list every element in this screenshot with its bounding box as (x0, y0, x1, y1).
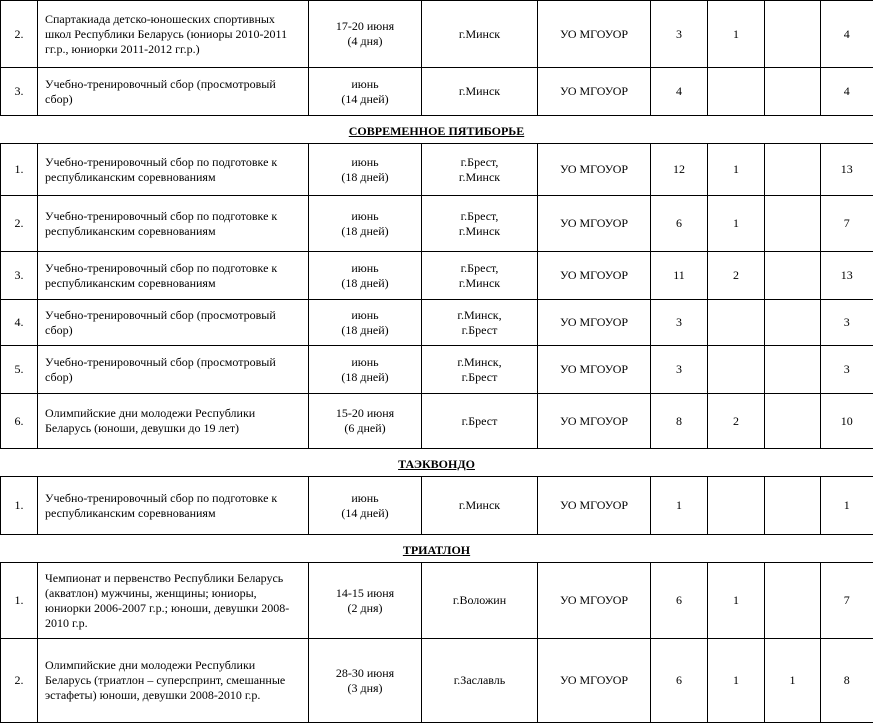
duration: (18 дней) (341, 369, 389, 384)
row-number: 2. (1, 196, 38, 252)
event-dates (309, 144, 422, 196)
event-name: Спартакиада детско-юношеских спортивных школ Республики Беларусь (юниоры 2010-2011 гг.р., юниорки 2011-2012 гг.р.) (38, 1, 309, 68)
organizer: УО МГОУОР (538, 252, 651, 300)
table-row (1, 563, 873, 639)
date-range: 14-15 июня (335, 585, 395, 600)
event-dates (309, 300, 422, 346)
count-other (765, 68, 821, 116)
row-number: 2. (1, 1, 38, 68)
duration: (18 дней) (341, 169, 389, 184)
duration: (18 дней) (341, 322, 389, 337)
count-coaches: 1 (708, 196, 765, 252)
date-range: июнь (351, 307, 379, 322)
event-dates (309, 477, 422, 535)
count-athletes: 6 (651, 563, 708, 639)
date-range: июнь (351, 208, 379, 223)
section-title: ТАЭКВОНДО (1, 449, 873, 477)
count-coaches: 2 (708, 394, 765, 449)
event-place: г.Минск, г.Брест (422, 346, 538, 394)
table-row (1, 1, 873, 68)
duration: (6 дней) (344, 421, 386, 435)
row-number: 4. (1, 300, 38, 346)
table-row (1, 252, 873, 300)
row-number: 3. (1, 68, 38, 116)
event-dates (309, 252, 422, 300)
count-total: 13 (821, 144, 873, 196)
organizer: УО МГОУОР (538, 394, 651, 449)
event-name: Чемпионат и первенство Республики Беларусь (акватлон) мужчины, женщины; юниоры, юниорки 2006-2007 г.р.; юноши, девушки 2008-2010 г.р. (38, 563, 309, 639)
count-other (765, 252, 821, 300)
date-range: июнь (351, 76, 379, 91)
count-coaches: 1 (708, 1, 765, 68)
table-row (1, 144, 873, 196)
count-total: 3 (821, 346, 873, 394)
section-title: ТРИАТЛОН (1, 535, 873, 563)
organizer: УО МГОУОР (538, 68, 651, 116)
event-place: г.Брест (422, 394, 538, 449)
count-athletes: 8 (651, 394, 708, 449)
table-row (1, 300, 873, 346)
table-row (1, 394, 873, 449)
count-coaches: 2 (708, 252, 765, 300)
count-total: 4 (821, 1, 873, 68)
organizer: УО МГОУОР (538, 346, 651, 394)
row-number: 1. (1, 477, 38, 535)
event-name: Учебно-тренировочный сбор по подготовке к республиканским соревнованиям (38, 196, 309, 252)
table-row (1, 477, 873, 535)
count-total: 1 (821, 477, 873, 535)
count-total: 4 (821, 68, 873, 116)
row-number: 1. (1, 144, 38, 196)
event-place: г.Минск (422, 477, 538, 535)
duration: (4 дня) (347, 34, 383, 48)
event-dates (309, 346, 422, 394)
row-number: 1. (1, 563, 38, 639)
organizer: УО МГОУОР (538, 1, 651, 68)
count-other (765, 144, 821, 196)
count-coaches: 1 (708, 563, 765, 639)
date-range: июнь (351, 354, 379, 369)
event-place: г.Минск (422, 1, 538, 68)
table-row (1, 68, 873, 116)
count-total: 8 (821, 639, 873, 723)
count-athletes: 3 (651, 300, 708, 346)
date-range: 28-30 июня (335, 665, 395, 680)
event-place: г.Минск, г.Брест (422, 300, 538, 346)
section-header-row (1, 535, 873, 563)
event-dates (309, 639, 422, 723)
event-name: Олимпийские дни молодежи Республики Беларусь (юноши, девушки до 19 лет) (38, 394, 309, 449)
row-number: 2. (1, 639, 38, 723)
event-place: г.Воложин (422, 563, 538, 639)
date-range: 15-20 июня (335, 406, 395, 420)
count-athletes: 1 (651, 477, 708, 535)
row-number: 5. (1, 346, 38, 394)
duration: (14 дней) (341, 91, 389, 106)
date-range: июнь (351, 154, 379, 169)
duration: (2 дня) (347, 600, 383, 615)
event-place: г.Минск (422, 68, 538, 116)
count-other (765, 1, 821, 68)
count-coaches (708, 300, 765, 346)
section-header-row (1, 449, 873, 477)
organizer: УО МГОУОР (538, 477, 651, 535)
date-range: июнь (351, 260, 379, 275)
count-athletes: 4 (651, 68, 708, 116)
event-dates (309, 563, 422, 639)
date-range: июнь (351, 490, 379, 505)
row-number: 3. (1, 252, 38, 300)
count-other: 1 (765, 639, 821, 723)
event-name: Учебно-тренировочный сбор (просмотровый сбор) (38, 300, 309, 346)
count-other (765, 346, 821, 394)
count-coaches (708, 477, 765, 535)
count-other (765, 196, 821, 252)
section-header-row (1, 116, 873, 144)
duration: (18 дней) (341, 275, 389, 290)
event-name: Учебно-тренировочный сбор (просмотровый сбор) (38, 68, 309, 116)
table-row (1, 346, 873, 394)
duration: (14 дней) (341, 505, 389, 520)
count-total: 13 (821, 252, 873, 300)
event-dates (309, 196, 422, 252)
event-name: Учебно-тренировочный сбор по подготовке к республиканским соревнованиям (38, 144, 309, 196)
section-title: СОВРЕМЕННОЕ ПЯТИБОРЬЕ (1, 116, 873, 144)
duration: (18 дней) (341, 223, 389, 238)
organizer: УО МГОУОР (538, 144, 651, 196)
count-athletes: 11 (651, 252, 708, 300)
count-athletes: 6 (651, 196, 708, 252)
count-coaches: 1 (708, 639, 765, 723)
count-total: 7 (821, 196, 873, 252)
event-dates (309, 1, 422, 68)
count-coaches (708, 68, 765, 116)
organizer: УО МГОУОР (538, 639, 651, 723)
event-name: Учебно-тренировочный сбор по подготовке к республиканским соревнованиям (38, 477, 309, 535)
table-row (1, 196, 873, 252)
count-athletes: 3 (651, 1, 708, 68)
organizer: УО МГОУОР (538, 300, 651, 346)
event-place: г.Заславль (422, 639, 538, 723)
event-place: г.Брест, г.Минск (422, 252, 538, 300)
event-name: Олимпийские дни молодежи Республики Беларусь (триатлон – суперспринт, смешанные эстафеты) юноши, девушки 2008-2010 г.р. (38, 639, 309, 723)
count-athletes: 6 (651, 639, 708, 723)
event-place: г.Брест, г.Минск (422, 144, 538, 196)
count-other (765, 300, 821, 346)
count-other (765, 394, 821, 449)
count-other (765, 477, 821, 535)
count-athletes: 12 (651, 144, 708, 196)
count-total: 3 (821, 300, 873, 346)
event-name: Учебно-тренировочный сбор (просмотровый сбор) (38, 346, 309, 394)
count-total: 10 (821, 394, 873, 449)
row-number: 6. (1, 394, 38, 449)
event-place: г.Брест, г.Минск (422, 196, 538, 252)
table-row (1, 639, 873, 723)
duration: (3 дня) (347, 680, 383, 695)
organizer: УО МГОУОР (538, 563, 651, 639)
count-other (765, 563, 821, 639)
count-coaches: 1 (708, 144, 765, 196)
organizer: УО МГОУОР (538, 196, 651, 252)
count-athletes: 3 (651, 346, 708, 394)
count-coaches (708, 346, 765, 394)
event-name: Учебно-тренировочный сбор по подготовке к республиканским соревнованиям (38, 252, 309, 300)
event-dates (309, 394, 422, 449)
event-dates (309, 68, 422, 116)
count-total: 7 (821, 563, 873, 639)
date-range: 17-20 июня (335, 19, 395, 33)
